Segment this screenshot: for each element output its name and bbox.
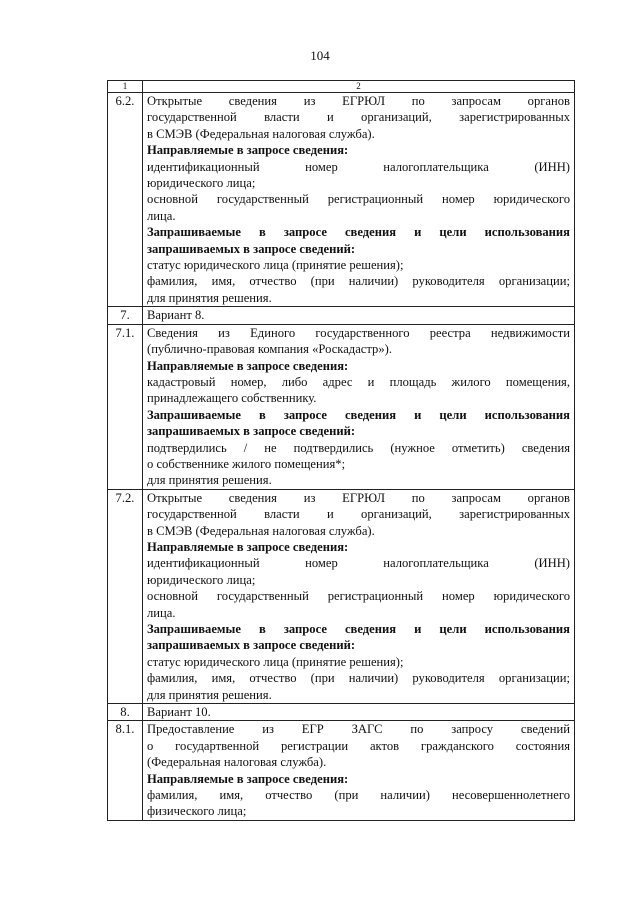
table-header-row: [108, 81, 575, 93]
table-row: [108, 324, 575, 489]
table-row: [108, 307, 575, 324]
header-col-1: 1: [108, 81, 143, 93]
row-content: [143, 307, 575, 324]
table-row: [108, 93, 575, 307]
text-line: кадастровый номер, либо адрес и площадь жилого помещения,: [147, 374, 570, 389]
section-heading-line: Направляемые в запросе сведения:: [147, 771, 349, 786]
text-line: Сведения из Единого государственного реестра недвижимости: [147, 325, 570, 340]
text-line: основной государственный регистрационный номер юридического: [147, 589, 570, 604]
row-content: [143, 489, 575, 703]
section-heading-line: Запрашиваемые в запросе сведения и цели использования: [147, 407, 570, 422]
text-line: для принятия решения.: [147, 687, 272, 702]
page-number: 104: [310, 48, 330, 63]
text-line: (публично-правовая компания «Роскадастр»).: [147, 342, 392, 357]
row-number: 8.1.: [108, 721, 143, 820]
text-line: Открытые сведения из ЕГРЮЛ по запросам органов: [147, 94, 570, 108]
header-col-2: 2: [143, 81, 575, 93]
text-line: в СМЭВ (Федеральная налоговая служба).: [147, 523, 375, 538]
text-line: лица.: [147, 208, 176, 223]
row-number: 7.2.: [108, 489, 143, 703]
text-line: государственной власти и организаций, зарегистрированных: [147, 507, 570, 522]
text-line: принадлежащего собственнику.: [147, 391, 317, 406]
text-line: Открытые сведения из ЕГРЮЛ по запросам органов: [147, 490, 570, 505]
text-line: в СМЭВ (Федеральная налоговая служба).: [147, 126, 375, 141]
section-heading-line: Направляемые в запросе сведения:: [147, 539, 349, 554]
text-line: для принятия решения.: [147, 290, 272, 305]
text-line: (Федеральная налоговая служба).: [147, 755, 327, 770]
section-heading-line: Запрашиваемые в запросе сведения и цели использования: [147, 225, 570, 240]
text-line: идентификационный номер налогоплательщика (ИНН): [147, 159, 570, 174]
text-line: идентификационный номер налогоплательщика (ИНН): [147, 556, 570, 571]
text-line: основной государственный регистрационный номер юридического: [147, 192, 570, 207]
text-line: статус юридического лица (принятие решения);: [147, 654, 404, 669]
text-line: Предоставление из ЕГР ЗАГС по запросу сведений: [147, 722, 570, 737]
text-line: о собственнике жилого помещения*;: [147, 456, 346, 471]
row-number: 7.: [108, 307, 143, 324]
text-line: фамилия, имя, отчество (при наличии) несовершеннолетнего: [147, 788, 570, 803]
table-row: [108, 489, 575, 703]
text-line: фамилия, имя, отчество (при наличии) руководителя организации;: [147, 671, 570, 686]
section-heading-line: Направляемые в запросе сведения:: [147, 143, 349, 158]
section-heading-line: запрашиваемых в запросе сведений:: [147, 638, 356, 653]
document-table: [107, 80, 575, 821]
text-line: юридического лица;: [147, 572, 256, 587]
text-line: фамилия, имя, отчество (при наличии) руководителя организации;: [147, 274, 570, 289]
text-line: Вариант 8.: [147, 308, 205, 323]
row-content: [143, 704, 575, 721]
row-number: 6.2.: [108, 93, 143, 307]
row-content: [143, 93, 575, 307]
row-number: 8.: [108, 704, 143, 721]
text-line: физического лица;: [147, 804, 247, 819]
section-heading-line: запрашиваемых в запросе сведений:: [147, 241, 356, 256]
table-row: [108, 721, 575, 820]
text-line: лица.: [147, 605, 176, 620]
table-row: [108, 704, 575, 721]
text-line: статус юридического лица (принятие решения);: [147, 258, 404, 273]
text-line: Вариант 10.: [147, 705, 211, 720]
text-line: для принятия решения.: [147, 473, 272, 488]
section-heading-line: запрашиваемых в запросе сведений:: [147, 424, 356, 439]
text-line: государственной власти и организаций, зарегистрированных: [147, 110, 570, 125]
section-heading-line: Направляемые в запросе сведения:: [147, 358, 349, 373]
text-line: подтвердились / не подтвердились (нужное отметить) сведения: [147, 440, 570, 455]
row-content: [143, 324, 575, 489]
text-line: юридического лица;: [147, 176, 256, 191]
row-content: [143, 721, 575, 820]
section-heading-line: Запрашиваемые в запросе сведения и цели использования: [147, 622, 570, 636]
row-number: 7.1.: [108, 324, 143, 489]
text-line: о государтвенной регистрации актов гражданского состояния: [147, 738, 570, 753]
